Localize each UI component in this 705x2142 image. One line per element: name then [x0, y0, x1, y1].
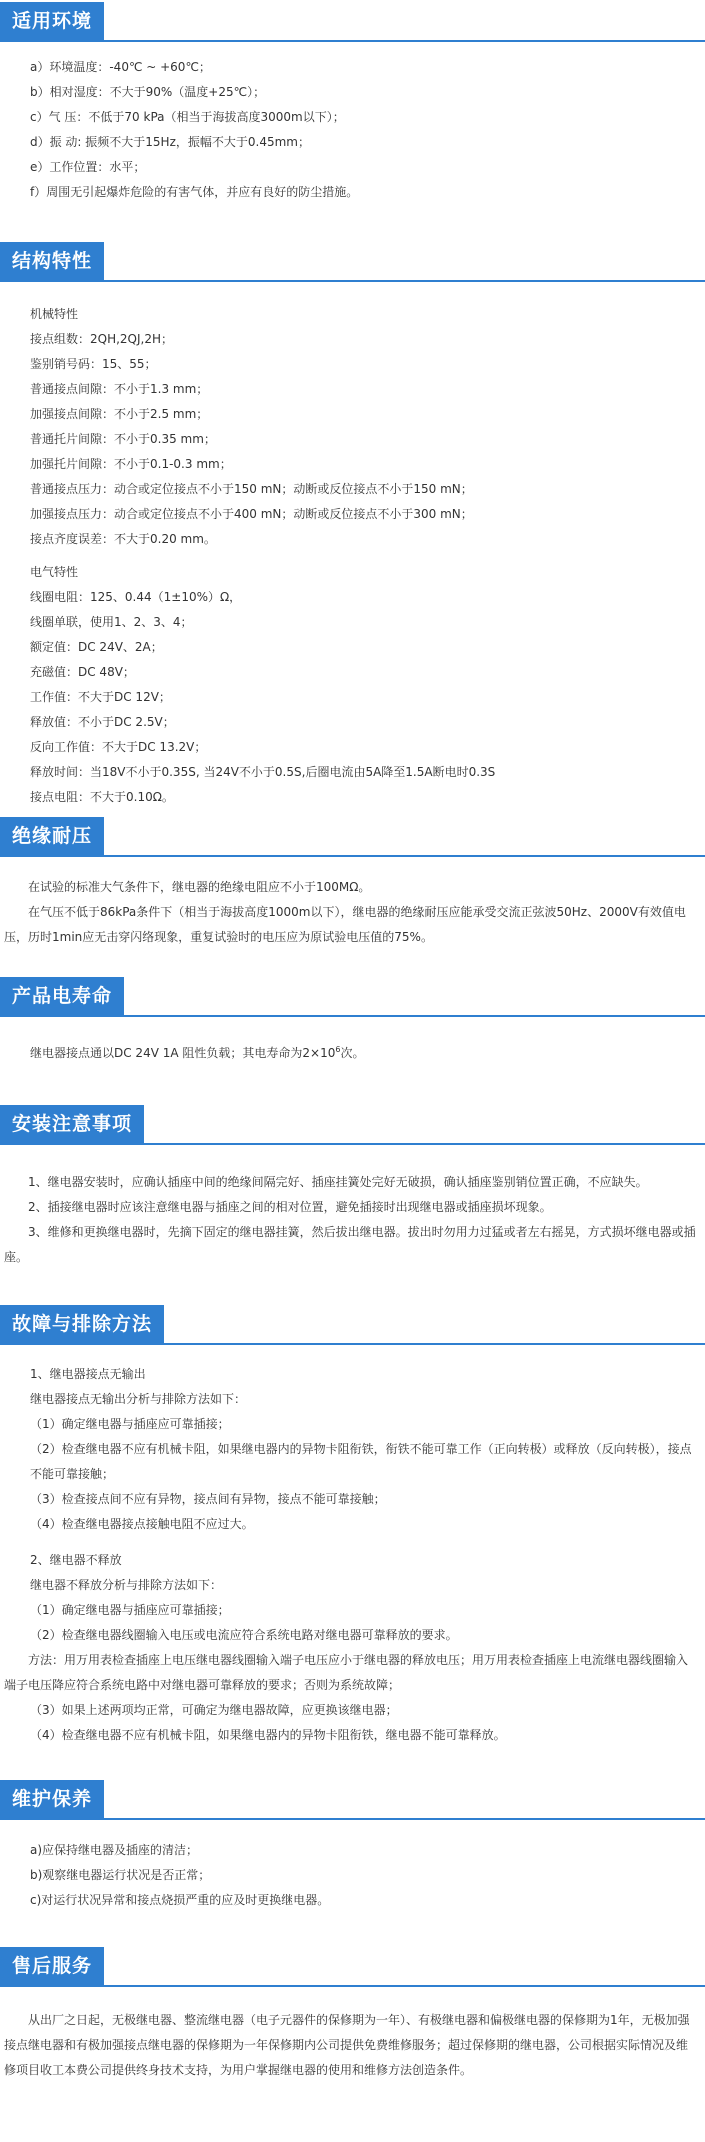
list-item: （2）检查继电器不应有机械卡阻，如果继电器内的异物卡阻衔铁，衔铁不能可靠工作（正向转极）或释放（反向转极），接点不能可靠接触； [30, 1442, 692, 1481]
list-item: a）环境温度：-40℃ ~ +60℃； [30, 60, 211, 74]
list-item: b）相对湿度：不大于90%（温度+25℃）； [30, 85, 266, 99]
list-item: 加强接点压力：动合或定位接点不小于400 mN；动断或反位接点不小于300 mN； [30, 507, 473, 521]
list-item: 线圈单联，使用1、2、3、4； [30, 615, 193, 629]
list-item: （2）检查继电器线圈输入电压或电流应符合系统电路对继电器可靠释放的要求。 [30, 1628, 458, 1642]
list-item: 额定值：DC 24V、2A； [30, 640, 163, 654]
list-item: 反向工作值：不大于DC 13.2V； [30, 740, 207, 754]
list-item: 加强接点间隙：不小于2.5 mm； [30, 407, 209, 421]
list-item: 工作值：不大于DC 12V； [30, 690, 171, 704]
env-list [0, 55, 705, 205]
section-header-service [0, 1947, 705, 1987]
section-title: 产品电寿命 [0, 977, 124, 1015]
paragraph [30, 1041, 705, 1066]
list-item: 接点齐度误差：不大于0.20 mm。 [30, 532, 216, 546]
list-item: （3）检查接点间不应有异物，接点间有异物，接点不能可靠接触； [30, 1492, 386, 1506]
section-title: 适用环境 [0, 2, 104, 40]
paragraph-text: 继电器接点通以DC 24V 1A 阻性负载；其电寿命为2×10 [30, 1046, 336, 1060]
paragraph: 2、插接继电器时应该注意继电器与插座之间的相对位置，避免插接时出现继电器或插座损坏现象。 [28, 1200, 552, 1214]
paragraph: 1、继电器安装时，应确认插座中间的绝缘间隔完好、插座挂簧处完好无破损，确认插座鉴别销位置正确，不应缺失。 [28, 1175, 648, 1189]
list-item: （1）确定继电器与插座应可靠插接； [30, 1417, 230, 1431]
life-text [0, 1041, 705, 1066]
list-item: c)对运行状况异常和接点烧损严重的应及时更换继电器。 [30, 1893, 330, 1907]
fault-group-2 [0, 1548, 705, 1748]
section-header-fault [0, 1305, 705, 1345]
service-text [0, 2008, 705, 2083]
insul-text [0, 875, 705, 950]
section-header-life [0, 977, 705, 1017]
section-title: 故障与排除方法 [0, 1305, 164, 1343]
subsection-title: 电气特性 [30, 565, 79, 579]
list-item: 鉴别销号码：15、55； [30, 357, 157, 371]
section-header-struct [0, 242, 705, 282]
paragraph-text: 在试验的标准大气条件下，继电器的绝缘电阻应不小于100MΩ。 [28, 880, 371, 894]
section-header-env [0, 2, 705, 42]
list-item: 线圈电阻：125、0.44（1±10%）Ω， [30, 590, 242, 604]
list-item: c）气 压：不低于70 kPa（相当于海拔高度3000m以下）； [30, 110, 345, 124]
section-title: 安装注意事项 [0, 1105, 144, 1143]
paragraph-text: 次。 [340, 1046, 365, 1060]
paragraph: 继电器接点无输出分析与排除方法如下： [30, 1392, 247, 1406]
subsection-title: 1、继电器接点无输出 [30, 1367, 146, 1381]
exponent: 6 [335, 1045, 341, 1054]
section-header-install [0, 1105, 705, 1145]
section-title: 维护保养 [0, 1780, 104, 1818]
section-title: 售后服务 [0, 1947, 104, 1985]
list-item: 普通接点压力：动合或定位接点不小于150 mN；动断或反位接点不小于150 mN； [30, 482, 473, 496]
paragraph: 在气压不低于86kPa条件下（相当于海拔高度1000m以下），继电器的绝缘耐压应能承受交流正弦波50Hz、2000V有效值电压，历时1min应无击穿闪络现象，重复试验时的电压应为原试验电压值的75%。 [4, 905, 686, 944]
list-item: 释放时间：当18V不小于0.35S, 当24V不小于0.5S,后圈电流由5A降至1.5A断电时0.3S [30, 765, 496, 779]
list-item: d）振 动: 振频不大于15Hz，振幅不大于0.45mm； [30, 135, 310, 149]
paragraph: 方法：用万用表检查插座上电压继电器线圈输入端子电压应小于继电器的释放电压；用万用表检查插座上电流继电器线圈输入端子电压降应符合系统电路中对继电器可靠释放的要求；否则为系统故障； [4, 1653, 689, 1692]
section-header-insul [0, 817, 705, 857]
list-item: b)观察继电器运行状况是否正常； [30, 1868, 211, 1882]
install-text [0, 1170, 705, 1270]
section-header-maint [0, 1780, 705, 1820]
list-item: 释放值：不小于DC 2.5V； [30, 715, 175, 729]
list-item: 充磁值：DC 48V； [30, 665, 135, 679]
section-title: 结构特性 [0, 242, 104, 280]
list-item: 普通接点间隙：不小于1.3 mm； [30, 382, 209, 396]
list-item: （4）检查继电器不应有机械卡阻，如果继电器内的异物卡阻衔铁，继电器不能可靠释放。 [30, 1728, 506, 1742]
list-item: 普通托片间隙：不小于0.35 mm； [30, 432, 216, 446]
subsection-title: 机械特性 [30, 307, 79, 321]
list-item: （4）检查继电器接点接触电阻不应过大。 [30, 1517, 254, 1531]
list-item: e）工作位置：水平； [30, 160, 146, 174]
mech-spec-list [0, 302, 705, 552]
list-item: （1）确定继电器与插座应可靠插接； [30, 1603, 230, 1617]
subsection-title: 2、继电器不释放 [30, 1553, 122, 1567]
paragraph: 从出厂之日起，无极继电器、整流继电器（电子元器件的保修期为一年）、有极继电器和偏极继电器的保修期为1年，无极加强接点继电器和有极加强接点继电器的保修期为一年保修期内公司提供免费维修服务；超过保修期的继电器，公司根据实际情况及维修项目收工本费公司提供终身技术支持，为用户掌握继电器的使用和维修方法创造条件。 [4, 2013, 690, 2077]
list-item: a)应保持继电器及插座的清洁； [30, 1843, 199, 1857]
maint-list [0, 1838, 705, 1913]
paragraph: 继电器不释放分析与排除方法如下： [30, 1578, 223, 1592]
list-item: 接点电阻：不大于0.10Ω。 [30, 790, 174, 804]
paragraph: 3、维修和更换继电器时，先摘下固定的继电器挂簧，然后拔出继电器。拔出时勿用力过猛或者左右摇晃，方式损坏继电器或插座。 [4, 1225, 696, 1264]
paragraph [0, 875, 705, 900]
list-item: f）周围无引起爆炸危险的有害气体，并应有良好的防尘措施。 [30, 185, 359, 199]
list-item: （3）如果上述两项均正常，可确定为继电器故障，应更换该继电器； [30, 1703, 398, 1717]
list-item: 加强托片间隙：不小于0.1-0.3 mm； [30, 457, 232, 471]
fault-group-1 [0, 1362, 705, 1537]
elec-spec-list [0, 560, 705, 810]
section-title: 绝缘耐压 [0, 817, 104, 855]
list-item: 接点组数：2QH,2QJ,2H； [30, 332, 174, 346]
